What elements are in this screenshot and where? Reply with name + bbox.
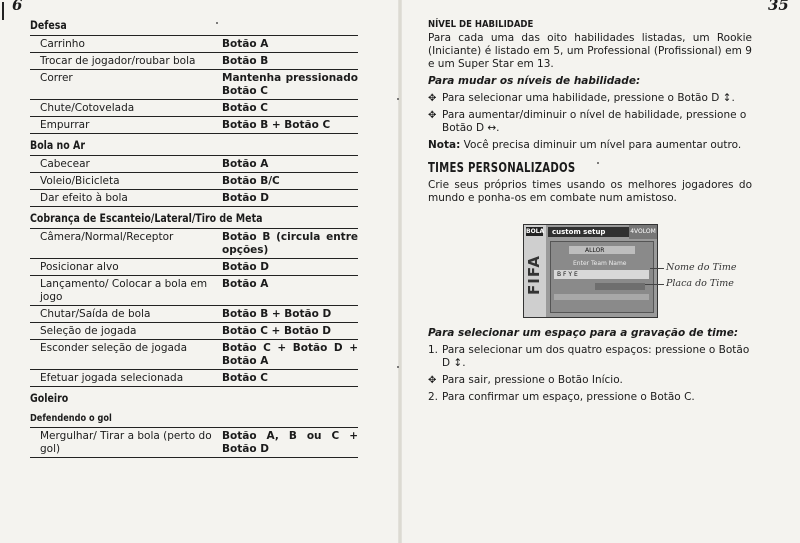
table-row (30, 306, 358, 323)
screenshot-panel (550, 241, 654, 313)
team-name-value: B F Y E (557, 271, 578, 278)
list-item (428, 391, 752, 404)
table-row (30, 229, 358, 259)
teams-heading: TIMES PERSONALIZADOS (428, 161, 576, 176)
table-row (30, 36, 358, 53)
game-screenshot (523, 224, 658, 318)
page-speck (397, 366, 399, 368)
action-label: Cabecear (40, 158, 90, 170)
callout-team-name: Nome do Time (666, 262, 737, 273)
list-item (428, 374, 752, 387)
table-row (30, 117, 358, 134)
field-text: ALLOR (585, 247, 605, 254)
table-row (30, 259, 358, 276)
action-label: Dar efeito à bola (40, 192, 128, 204)
button-label: Botão C + Botão D + Botão A (222, 342, 358, 367)
action-label: Correr (40, 72, 73, 84)
note-paragraph (428, 139, 752, 152)
table-row (30, 70, 358, 100)
screenshot-title: custom setup (548, 227, 630, 237)
button-label: Botão B (222, 55, 269, 67)
note-label: Nota: (428, 139, 461, 151)
table-row (30, 190, 358, 207)
action-label: Empurrar (40, 119, 90, 131)
button-label: Botão B/C (222, 175, 280, 187)
button-label: Botão D (222, 261, 269, 273)
callout-team-plate: Placa do Time (666, 278, 734, 289)
screenshot-corner-label: 4VOLOM (629, 225, 657, 239)
callout-line-name (650, 268, 664, 269)
table-row (30, 156, 358, 173)
list-item (428, 92, 752, 105)
action-label: Voleio/Bicicleta (40, 175, 120, 187)
bullet-text: Para selecionar uma habilidade, pressione o Botão D ↕. (442, 92, 735, 104)
screenshot-fifa-logo: FIFA (525, 255, 543, 295)
section-title-goleiro: Goleiro (30, 391, 69, 405)
teams-paragraph: Crie seus próprios times usando os melhores jogadores do mundo e ponha-os em combate num amistoso. (428, 179, 752, 204)
exit-text: Para sair, pressione o Botão Início. (442, 374, 623, 386)
dpad-icon: ✥ (428, 93, 437, 104)
save-slot-heading: Para selecionar um espaço para a gravação de time: (428, 327, 739, 339)
section-title-defesa: Defesa (30, 18, 67, 32)
button-label: Botão B + Botão C (222, 119, 331, 131)
table-row (30, 100, 358, 117)
action-label: Esconder seleção de jogada (40, 342, 188, 354)
action-label: Chutar/Saída de bola (40, 308, 151, 320)
controls-table-cobranca (30, 228, 358, 387)
section-title-cobranca: Cobrança de Escanteio/Lateral/Tiro de Meta (30, 211, 263, 225)
step-text: Para selecionar um dos quatro espaços: pressione o Botão D ↕. (442, 344, 750, 369)
left-page (30, 14, 358, 458)
screenshot-logo: BOLA (526, 228, 545, 235)
button-label: Botão A, B ou C + Botão D (222, 430, 358, 455)
button-label: Botão B (circula entre opções) (222, 231, 358, 256)
action-label: Lançamento/ Colocar a bola em jogo (40, 278, 208, 303)
step-text: Para confirmar um espaço, pressione o Botão C. (442, 391, 695, 403)
table-row (30, 340, 358, 370)
callout-line-plate (645, 284, 664, 285)
table-row (30, 276, 358, 306)
screenshot-stripe (554, 294, 649, 300)
table-row (30, 173, 358, 190)
action-label: Efetuar jogada selecionada (40, 372, 184, 384)
change-skill-heading: Para mudar os níveis de habilidade: (428, 75, 641, 87)
action-label: Chute/Cotovelada (40, 102, 135, 114)
button-label: Botão A (222, 278, 269, 290)
button-label: Mantenha pressionado Botão C (222, 72, 358, 97)
controls-table-goleiro (30, 427, 358, 458)
button-label: Botão A (222, 38, 269, 50)
page-gutter (398, 0, 402, 543)
dpad-icon: ✥ (428, 110, 437, 121)
section-subtitle-defendendo: Defendendo o gol (30, 413, 112, 424)
action-label: Posicionar alvo (40, 261, 119, 273)
page-speck (597, 162, 599, 164)
section-title-bola-no-ar: Bola no Ar (30, 138, 85, 152)
controls-table-bola-no-ar (30, 155, 358, 207)
skill-paragraph: Para cada uma das oito habilidades listadas, um Rookie (Iniciante) é listado em 5, um Professional (Profissional) em 9 e um Super Star em 13. (428, 32, 752, 70)
page-number-right: 35 (768, 0, 789, 14)
step-number: 1. (428, 344, 439, 356)
button-label: Botão B + Botão D (222, 308, 332, 320)
list-item (428, 344, 752, 370)
step-number: 2. (428, 391, 439, 403)
action-label: Carrinho (40, 38, 85, 50)
right-page (428, 18, 752, 404)
action-label: Câmera/Normal/Receptor (40, 231, 174, 243)
button-label: Botão D (222, 192, 269, 204)
action-label: Trocar de jogador/roubar bola (40, 55, 196, 67)
table-row (30, 53, 358, 70)
skill-heading: NÍVEL DE HABILIDADE (428, 19, 534, 30)
action-label: Mergulhar/ Tirar a bola (perto do gol) (40, 430, 212, 455)
button-label: Botão C (222, 102, 268, 114)
page-number-left: 6 (12, 0, 23, 14)
button-label: Botão A (222, 158, 269, 170)
page-edge-mark (2, 2, 4, 20)
note-text: Você precisa diminuir um nível para aumentar outro. (463, 139, 742, 151)
table-row (30, 370, 358, 387)
button-label: Botão C (222, 372, 268, 384)
controls-table-defesa (30, 35, 358, 134)
page-speck (397, 98, 399, 100)
action-label: Seleção de jogada (40, 325, 137, 337)
button-label: Botão C + Botão D (222, 325, 331, 337)
team-plate (595, 283, 645, 290)
page-speck (216, 22, 218, 24)
enter-team-name-label: Enter Team Name (573, 260, 627, 267)
table-row (30, 428, 358, 458)
list-item (428, 109, 752, 135)
table-row (30, 323, 358, 340)
dpad-icon: ✥ (428, 375, 437, 386)
bullet-text: Para aumentar/diminuir o nível de habilidade, pressione o Botão D ↔. (442, 109, 747, 134)
